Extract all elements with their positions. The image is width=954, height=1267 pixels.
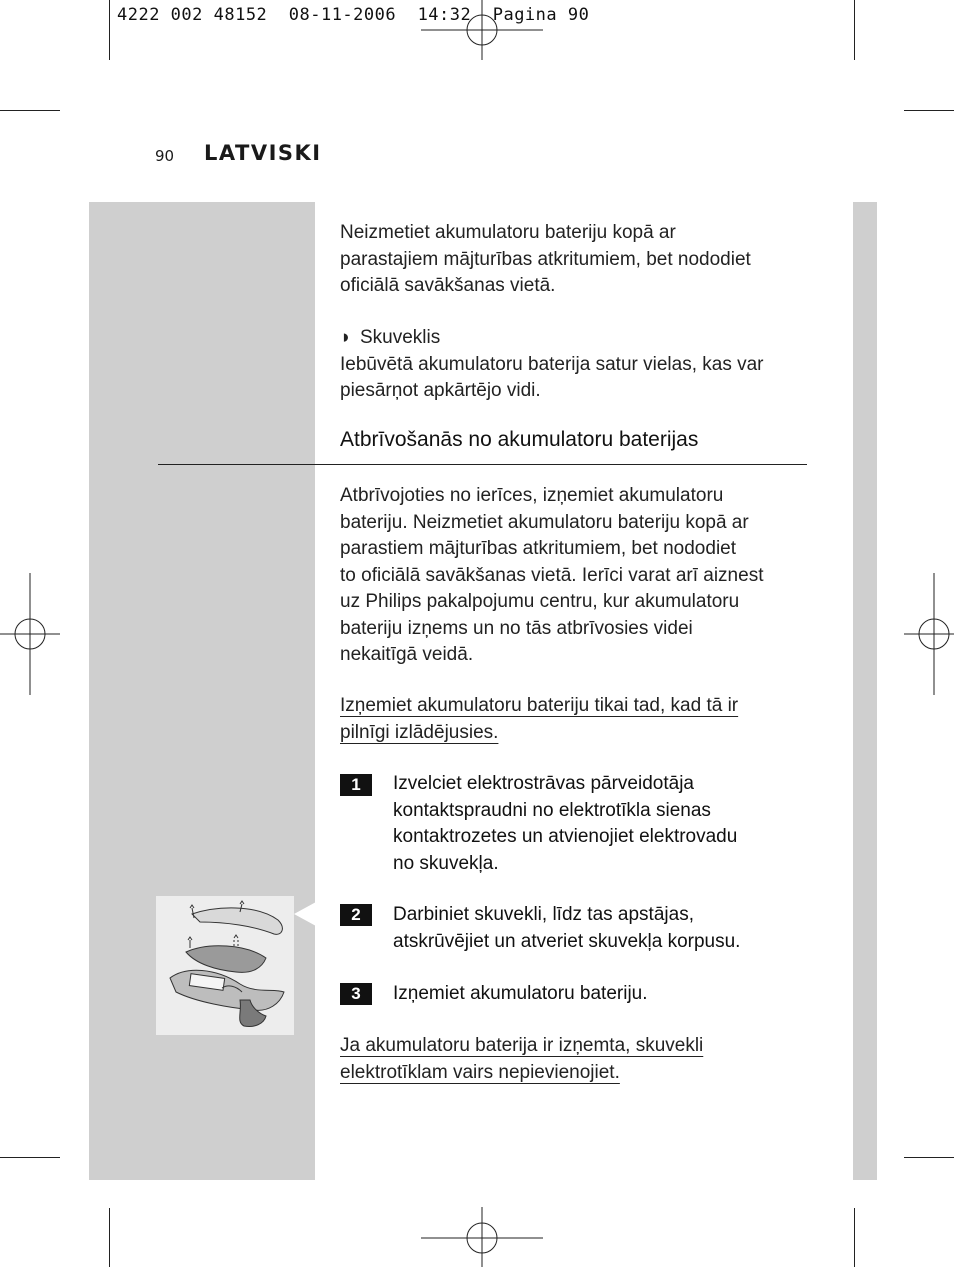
step-number-badge: 1 (340, 774, 372, 796)
step-text (393, 771, 813, 877)
shaver-disassembly-icon (156, 896, 294, 1035)
text-line: elektrotīklam vairs nepievienojiet. (340, 1061, 620, 1083)
text-line: uz Philips pakalpojumu centru, kur akumulatoru (340, 591, 740, 612)
registration-mark-icon (421, 1207, 543, 1267)
crop-mark (904, 110, 954, 111)
text-line: Ja akumulatoru baterija ir izņemta, skuvekli (340, 1035, 704, 1056)
bullet-item (340, 325, 810, 405)
text-line: nekaitīgā veidā. (340, 644, 474, 665)
text-line: to oficiālā savākšanas vietā. Ierīci varat arī aiznest (340, 564, 764, 586)
text-line: oficiālā savākšanas vietā. (340, 275, 556, 296)
text-line: Neizmetiet akumulatoru bateriju kopā ar (340, 222, 676, 243)
registration-mark-icon (0, 573, 60, 695)
section-title: LATVISKI (204, 141, 322, 165)
figure-pointer-icon (294, 902, 316, 926)
text-line: no skuvekļa. (393, 852, 499, 874)
text-line: kontaktrozetes un atvienojiet elektrovadu (393, 826, 738, 847)
registration-mark-icon (421, 0, 543, 60)
text-line: pilnīgi izlādējusies. (340, 721, 499, 743)
print-slug: 4222 002 48152 08-11-2006 14:32 Pagina 90 (117, 5, 590, 25)
warning-note (340, 693, 810, 746)
margin-band-right (853, 202, 877, 1180)
crop-mark (904, 1157, 954, 1158)
crop-mark (0, 1157, 60, 1158)
text-line: piesārņot apkārtējo vidi. (340, 380, 541, 401)
text-line: parastajiem mājturības atkritumiem, bet nododiet (340, 248, 751, 270)
step-text (393, 981, 813, 1008)
text-line: parastiem mājturības atkritumiem, bet nododiet (340, 538, 737, 559)
text-line: Izņemiet akumulatoru bateriju. (393, 983, 648, 1004)
intro-paragraph (340, 220, 810, 300)
bullet-label-line (340, 325, 810, 352)
text-line: bateriju. Neizmetiet akumulatoru bateriju kopā ar (340, 511, 749, 533)
step-text (393, 902, 813, 955)
text-line: kontaktspraudni no elektrotīkla sienas (393, 799, 711, 821)
page-number: 90 (155, 147, 175, 165)
step-number-badge: 2 (340, 904, 372, 926)
text-line: atskrūvējiet un atveriet skuvekļa korpusu. (393, 930, 741, 952)
crop-mark (854, 0, 855, 60)
text-line: Izvelciet elektrostrāvas pārveidotāja (393, 773, 694, 794)
warning-note (340, 1033, 810, 1086)
crop-mark (109, 0, 110, 60)
bullet-icon: ◗ (340, 327, 352, 348)
crop-mark (109, 1208, 110, 1267)
shaver-illustration (156, 896, 294, 1035)
bullet-label: Skuveklis (360, 327, 441, 348)
text-line: bateriju izņems un no tās atbrīvosies videi (340, 617, 693, 639)
text-line: Atbrīvojoties no ierīces, izņemiet akumulatoru (340, 485, 724, 506)
text-line: Iebūvētā akumulatoru baterija satur vielas, kas var (340, 353, 764, 375)
heading-rule (158, 464, 807, 465)
step-number-badge: 3 (340, 983, 372, 1005)
crop-mark (854, 1208, 855, 1267)
crop-mark (0, 110, 60, 111)
text-line: Izņemiet akumulatoru bateriju tikai tad, kad tā ir (340, 695, 739, 716)
body-paragraph (340, 483, 810, 669)
subsection-heading: Atbrīvošanās no akumulatoru baterijas (340, 428, 699, 451)
registration-mark-icon (904, 573, 954, 695)
text-line: Darbiniet skuvekli, līdz tas apstājas, (393, 904, 694, 925)
